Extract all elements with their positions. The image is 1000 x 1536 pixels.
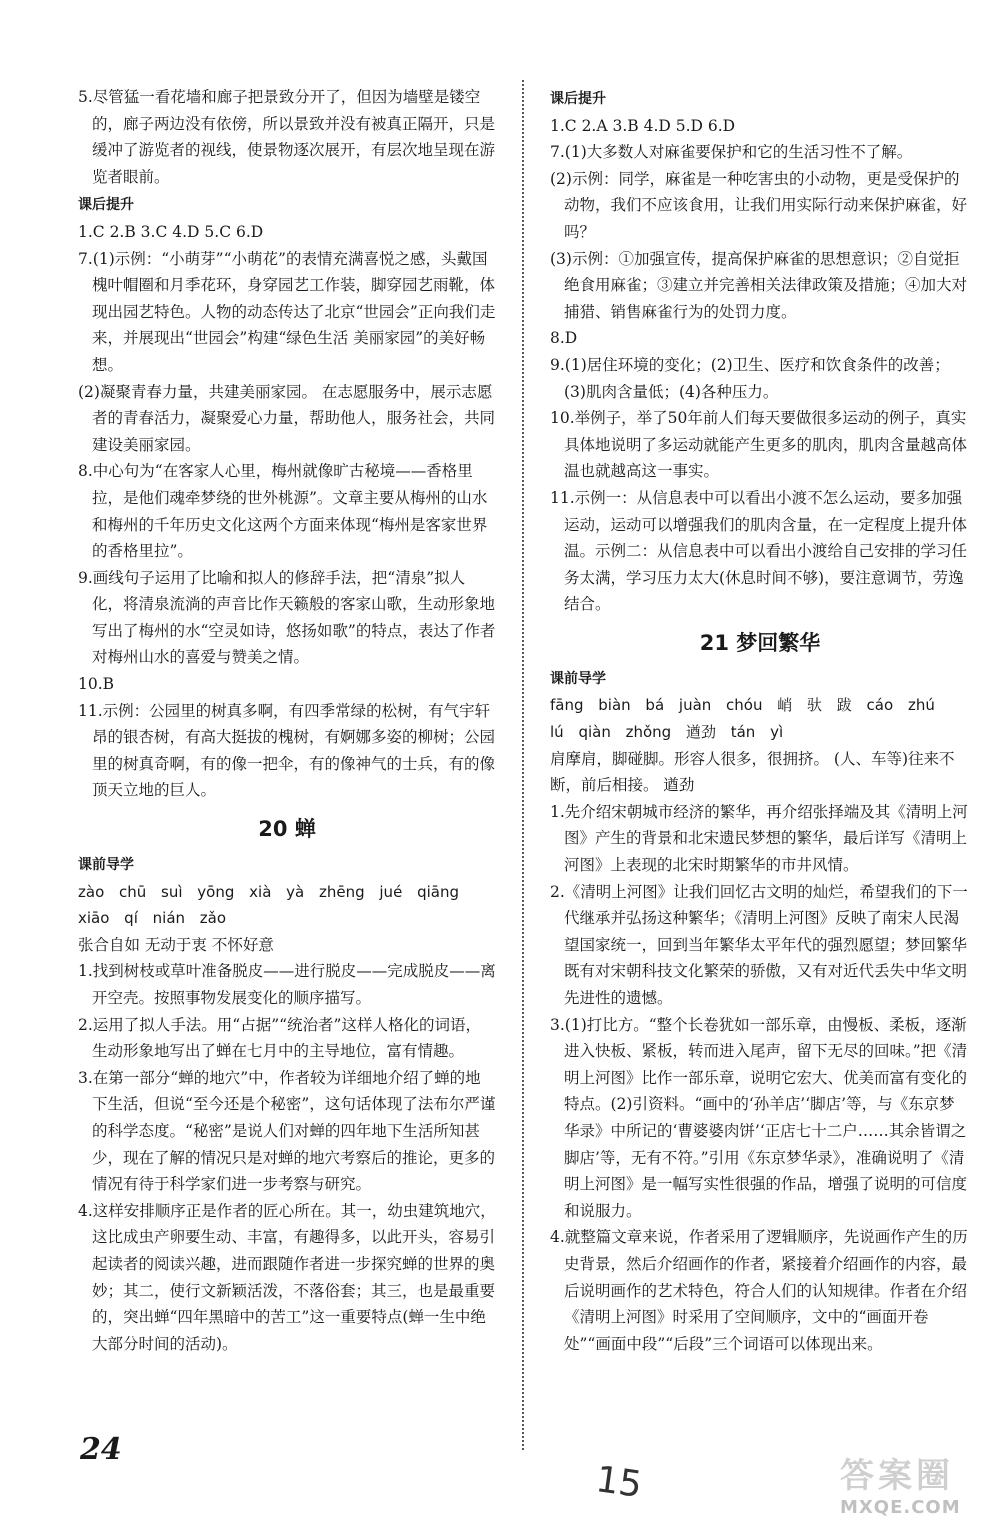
section-heading-after-class: 课后提升 (78, 197, 134, 214)
watermark-logo (840, 1448, 990, 1528)
answer-c4: 4.就整篇文章来说，作者采用了逻辑顺序，先说画作产生的历史背景，然后介绍画作的作者，紧接着介绍画作的内容，最后说明画作的艺术特色，符合人们的认知规律。作者在介绍《清明上河图》时采用了空间顺序，文中的“画面开卷处”“画面中段”“后段”三个词语可以体现出来。 (550, 1228, 968, 1353)
answer-q9: 9.画线句子运用了比喻和拟人的修辞手法，把“清泉”拟人化，将清泉流淌的声音比作天籁般的客家山歌，生动形象地写出了梅州的水“空灵如诗，悠扬如歌”的特点，表达了作者对梅州山水的喜爱与赞美之情。 (78, 568, 496, 667)
lesson-title-21: 21 梦回繁华 (699, 630, 821, 655)
idioms-line: 张合自如 无动于衷 不怀好意 (78, 935, 274, 954)
answer-q7-3: (3)示例：①加强宣传，提高保护麻雀的思想意识；②自觉拒绝食用麻雀；③建立并完善相关法律政策及措施；④加大对捕猎、销售麻雀行为的处罚力度。 (550, 249, 968, 321)
answer-c1: 1.找到树枝或草叶准备脱皮——进行脱皮——完成脱皮——离开空壳。按照事物发展变化的顺序描写。 (78, 962, 496, 1007)
word-meanings: 肩摩肩，脚碰脚。形容人很多，很拥挤。 (人、车等)往来不断，前后相接。 遒劲 (550, 749, 955, 795)
answer-c3: 3.在第一部分“蝉的地穴”中，作者较为详细地介绍了蝉的地下生活，但说“至今还是个秘密”，这句话体现了法布尔严谨的科学态度。“秘密”是说人们对蝉的四年地下生活所知甚少，现在了解的情况只是对蝉的地穴考察后的推论，更多的情况有待于科学家们进一步考察与研究。 (78, 1068, 496, 1194)
pinyin-line-1: fāng biàn bá juàn chóu 峭 驮 跋 cáo zhú (550, 696, 935, 715)
answer-q8: 8.D (550, 329, 578, 348)
watermark-url: MXQE.COM (840, 1497, 961, 1518)
answer-q8: 8.中心句为“在客家人心里，梅州就像旷古秘境——香格里拉，是他们魂牵梦绕的世外桃源”。文章主要从梅州的山水和梅州的千年历史文化这两个方面来体现“梅州是客家世界的香格里拉”。 (78, 462, 488, 561)
page-number: 24 (80, 1432, 122, 1467)
answer-c4: 4.这样安排顺序正是作者的匠心所在。其一，幼虫建筑地穴，这比成虫产卵要生动、丰富，有趣得多，以此开头，容易引起读者的阅读兴趣，进而跟随作者进一步探究蝉的世界的奥妙；其二，使行文新颖活泼，不落俗套；其三，也是最重要的，突出蝉“四年黑暗中的苦工”这一重要特点(蝉一生中绝大部分时间的活动)。 (78, 1201, 496, 1353)
answer-c2: 2.运用了拟人手法。用“占据”“统治者”这样人格化的词语，生动形象地写出了蝉在七月中的主导地位，富有情趣。 (78, 1015, 481, 1061)
answer-q7-2: (2)示例：同学，麻雀是一种吃害虫的小动物，更是受保护的动物，我们不应该食用，让我们用实际行动来保护麻雀，好吗？ (550, 169, 968, 241)
answers-choice: 1.C 2.A 3.B 4.D 5.D 6.D (550, 116, 736, 135)
answer-q10: 10.B (78, 675, 115, 694)
watermark-text: 答案圈 (840, 1456, 954, 1496)
section-heading-before-class: 课前导学 (550, 670, 606, 687)
handwritten-mark: 15 (593, 1459, 645, 1506)
lesson-title-20: 20 蝉 (258, 817, 316, 842)
answer-q11: 11.示例一：从信息表中可以看出小渡不怎么运动，要多加强运动，运动可以增强我们的肌肉含量，在一定程度上提升体温。示例二：从信息表中可以看出小渡给自己安排的学习任务太满，学习压力太大(休息时间不够)，要注意调节，劳逸结合。 (550, 488, 968, 614)
pinyin-line-2: lú qiàn zhǒng 遒劲 tán yì (550, 723, 784, 742)
column-divider (522, 80, 524, 1450)
section-heading-before-class: 课前导学 (78, 857, 134, 874)
answer-q7-2: (2)凝聚青春力量，共建美丽家园。 在志愿服务中，展示志愿者的青春活力，凝聚爱心力量，帮助他人，服务社会，共同建设美丽家园。 (78, 382, 496, 454)
answer-q5: 5.尽管猛一看花墙和廊子把景致分开了，但因为墙壁是镂空的，廊子两边没有依傍，所以景致并没有被真正隔开，只是缓冲了游览者的视线，使景物逐次展开，有层次地呈现在游览者眼前。 (78, 88, 496, 186)
answer-q11: 11.示例：公园里的树真多啊，有四季常绿的松树，有气宇轩昂的银杏树，有高大挺拔的槐树，有婀娜多姿的柳树；公园里的树真奇啊，有的像一把伞，有的像神气的士兵，有的像顶天立地的巨人。 (78, 701, 496, 800)
answer-q7-1: 7.(1)示例：“小萌芽”“小萌花”的表情充满喜悦之感，头戴国槐叶帽圈和月季花环，身穿园艺工作装，脚穿园艺雨靴，体现出园艺特色。人物的动态传达了北京“世园会”正向我们走来，并展现出“世园会”构建“绿色生活 美丽家园”的美好畅想。 (78, 249, 496, 374)
pinyin-line-2: xiāo qí nián zǎo (78, 909, 227, 928)
right-column (550, 84, 970, 1357)
section-heading-after-class: 课后提升 (550, 91, 606, 107)
pinyin-line-1: zào chū suì yōng xià yà zhēng jué qiāng (78, 882, 459, 901)
answer-c1: 1.先介绍宋朝城市经济的繁华，再介绍张择端及其《清明上河图》产生的背景和北宋遗民梦想的繁华，最后详写《清明上河图》上表现的北宋时期繁华的市井风情。 (550, 802, 968, 875)
answer-c3: 3.(1)打比方。“整个长卷犹如一部乐章，由慢板、柔板，逐渐进入快板、紧板，转而进入尾声，留下无尽的回味。”把《清明上河图》比作一部乐章，说明它宏大、优美而富有变化的特点。(2)引资料。“画中的‘孙羊店’‘脚店’等，与《东京梦华录》中所记的‘曹婆婆肉饼’‘正店七十二户……其余皆谓之脚店’等，无有不符。”引用《东京梦华录》，准确说明了《清明上河图》是一幅写实性很强的作品，增强了说明的可信度和说服力。 (550, 1015, 968, 1220)
answers-choice: 1.C 2.B 3.C 4.D 5.C 6.D (78, 222, 264, 241)
answer-q7-1: 7.(1)大多数人对麻雀要保护和它的生活习性不了解。 (550, 143, 913, 162)
answer-q9: 9.(1)居住环境的变化；(2)卫生、医疗和饮食条件的改善；(3)肌肉含量低；(4)各种压力。 (550, 355, 950, 401)
answer-q10: 10.举例子，举了50年前人们每天要做很多运动的例子，真实具体地说明了多运动就能产生更多的肌肉，肌肉含量越高体温也就越高这一事实。 (550, 409, 968, 481)
left-column (78, 84, 496, 1357)
answer-c2: 2.《清明上河图》让我们回忆古文明的灿烂，希望我们的下一代继承并弘扬这种繁华；《清明上河图》反映了南宋人民渴望国家统一，回到当年繁华太平年代的强烈愿望；梦回繁华既有对宋朝科技文化繁荣的骄傲，又有对近代丢失中华文明先进性的遗憾。 (550, 882, 968, 1007)
